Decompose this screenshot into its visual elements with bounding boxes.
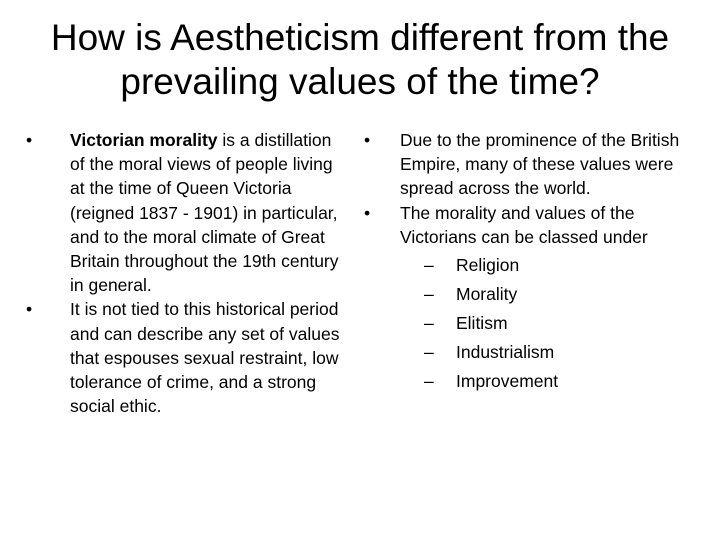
sub-item-text: Industrialism [456, 342, 555, 363]
sub-item-text: Religion [456, 255, 520, 276]
dash-icon: – [424, 313, 434, 334]
left-column [24, 128, 344, 418]
sub-item-elitism [424, 311, 688, 335]
bullet-icon: • [364, 130, 371, 150]
bullet-icon: • [26, 299, 33, 320]
dash-icon: – [424, 371, 434, 392]
bullet-text: Due to the prominence of the British Empire, many of these values were spread across the world. [400, 130, 680, 199]
slide-title: How is Aestheticism different from the prevailing values of the time? [50, 17, 670, 102]
dash-icon: – [424, 255, 434, 276]
right-bullet-list [358, 128, 688, 393]
bullet-item [358, 128, 688, 201]
sub-bullet-list [400, 253, 688, 393]
bullet-icon: • [26, 130, 33, 150]
sub-item-text: Elitism [456, 313, 508, 334]
dash-icon: – [424, 342, 434, 363]
bullet-item [358, 201, 688, 394]
left-bullet-list [24, 128, 344, 418]
right-column [358, 128, 688, 398]
bullet-item [24, 128, 344, 297]
bullet-text: It is not tied to this historical period and can describe any set of values that espouses sexual restraint, low tolerance of crime, and a strong social ethic. [70, 299, 340, 417]
sub-item-morality [424, 282, 688, 306]
sub-item-text: Improvement [456, 371, 559, 392]
sub-item-text: Morality [456, 284, 518, 305]
sub-item-industrialism [424, 340, 688, 364]
sub-item-religion [424, 253, 688, 277]
bullet-text: is a distillation of the moral views of people living at the time of Queen Victoria (reigned 1837 - 1901) in particular, and to the moral climate of Great Britain throughout the 19th century in general. [70, 130, 339, 296]
sub-item-improvement [424, 369, 688, 393]
dash-icon: – [424, 284, 434, 305]
bold-lead-text: Victorian morality [70, 130, 218, 150]
bullet-icon: • [364, 202, 371, 223]
bullet-item [24, 297, 344, 418]
bullet-text: The morality and values of the Victorians can be classed under [400, 202, 648, 247]
